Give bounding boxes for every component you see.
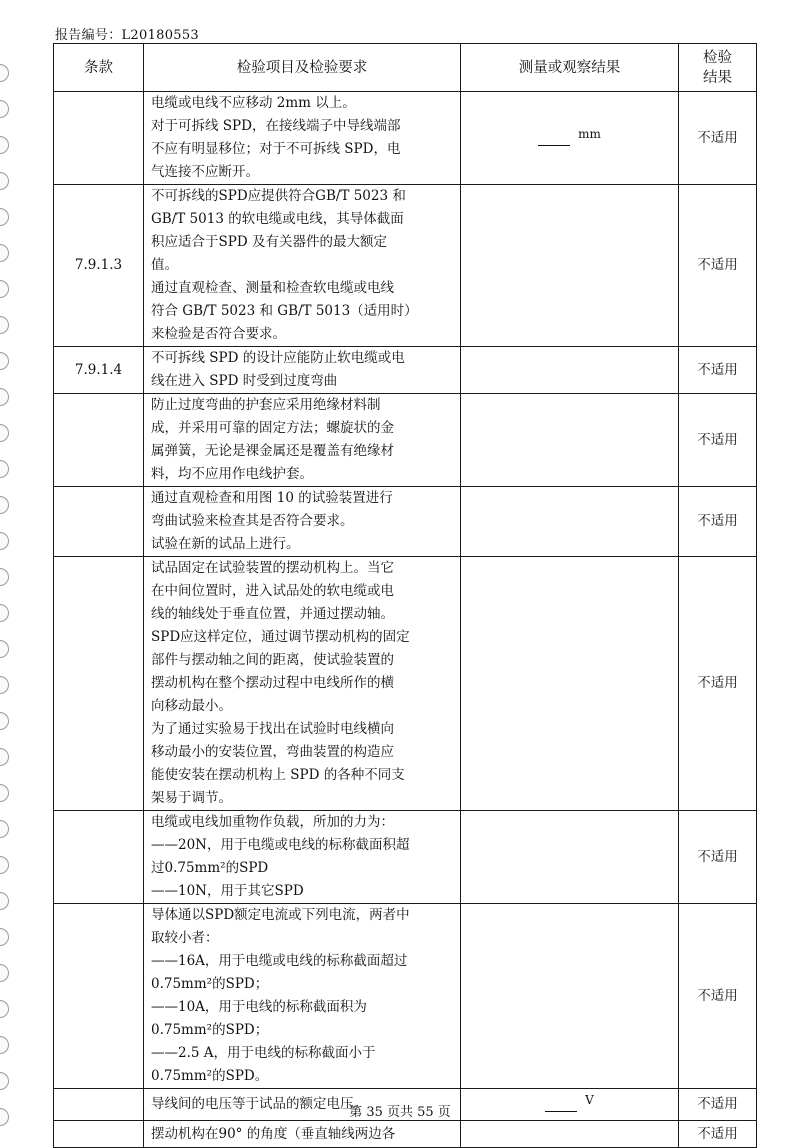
requirement-line: 不可拆线 SPD 的设计应能防止软电缆或电 [151, 350, 405, 366]
measurement-unit: V [585, 1093, 594, 1107]
requirement-line: 符合 GB/T 5023 和 GB/T 5013（适用时） [151, 303, 418, 319]
result-cell: 不适用 [679, 811, 757, 904]
table-header-row [54, 44, 757, 92]
requirement-line: 导体通以SPD额定电流或下列电流，两者中 [151, 907, 410, 923]
requirement-line: 属弹簧，无论是裸金属还是覆盖有绝缘材 [151, 443, 394, 459]
requirement-line: 移动最小的安装位置，弯曲装置的构造应 [151, 744, 394, 760]
requirement-line: 不应有明显移位；对于不可拆线 SPD，电 [151, 141, 401, 157]
table-row [54, 557, 757, 811]
result-cell: 不适用 [679, 557, 757, 811]
page-footer: 第 35 页共 55 页 [349, 1105, 451, 1120]
requirement-cell [144, 347, 461, 394]
requirement-line: 试验在新的试品上进行。 [151, 536, 300, 552]
binding-hole [0, 136, 9, 154]
requirement-cell [144, 487, 461, 557]
result-cell: 不适用 [679, 1089, 757, 1121]
measurement-cell [461, 347, 679, 394]
binding-hole [0, 244, 9, 262]
binding-holes [0, 0, 10, 1141]
binding-hole [0, 928, 9, 946]
binding-hole [0, 352, 9, 370]
binding-hole [0, 496, 9, 514]
result-cell: 不适用 [679, 347, 757, 394]
clause-cell [54, 92, 144, 185]
requirement-line: 积应适合于SPD 及有关器件的最大额定 [151, 234, 387, 250]
measurement-blank [538, 131, 570, 146]
result-cell: 不适用 [679, 1121, 757, 1148]
binding-hole [0, 964, 9, 982]
binding-hole [0, 1000, 9, 1018]
result-cell: 不适用 [679, 487, 757, 557]
binding-hole [0, 856, 9, 874]
requirement-line: 电缆或电线加重物作负载，所加的力为： [151, 814, 394, 830]
requirement-line: 在中间位置时，进入试品处的软电缆或电 [151, 583, 394, 599]
clause-cell [54, 557, 144, 811]
requirement-line: 摆动机构在90° 的角度（垂直轴线两边各 [151, 1125, 396, 1142]
requirement-line: ——2.5 A，用于电线的标称截面小于 [151, 1045, 376, 1061]
header-item: 检验项目及检验要求 [144, 44, 461, 92]
binding-hole [0, 100, 9, 118]
report-number: 报告编号：L20180553 [55, 28, 200, 43]
requirement-line: 线在进入 SPD 时受到过度弯曲 [151, 373, 338, 389]
clause-cell: 7.9.1.3 [54, 185, 144, 347]
binding-hole [0, 388, 9, 406]
requirement-line: 架易于调节。 [151, 790, 232, 806]
requirement-line: ——16A，用于电缆或电线的标称截面超过 [151, 953, 408, 969]
requirement-line: 通过直观检查、测量和检查软电缆或电线 [151, 280, 394, 296]
requirement-line: 不可拆线的SPD应提供符合GB/T 5023 和 [151, 188, 406, 204]
requirement-line: 成，并采用可靠的固定方法；螺旋状的金 [151, 420, 394, 436]
table-row [54, 487, 757, 557]
requirement-line: 电缆或电线不应移动 2mm 以上。 [151, 95, 356, 111]
binding-hole [0, 316, 9, 334]
requirement-cell [144, 92, 461, 185]
measurement-cell [461, 487, 679, 557]
requirement-line: 通过直观检查和用图 10 的试验装置进行 [151, 490, 393, 506]
requirement-line: ——10A，用于电线的标称截面积为 [151, 999, 367, 1015]
clause-cell: 7.9.1.4 [54, 347, 144, 394]
requirement-line: 摆动机构在整个摆动过程中电线所作的横 [151, 675, 394, 691]
binding-hole [0, 1036, 9, 1054]
binding-hole [0, 424, 9, 442]
clause-cell [54, 487, 144, 557]
table-row [54, 347, 757, 394]
requirement-cell [144, 1121, 461, 1148]
requirement-line: 0.75mm²的SPD； [151, 1022, 269, 1038]
requirement-line: 料，均不应用作电线护套。 [151, 466, 313, 482]
binding-hole [0, 676, 9, 694]
clause-cell [54, 904, 144, 1089]
table-row [54, 904, 757, 1089]
measurement-cell [461, 811, 679, 904]
requirement-cell [144, 557, 461, 811]
requirement-cell [144, 394, 461, 487]
requirement-line: 值。 [151, 257, 178, 273]
table-row [54, 1121, 757, 1148]
table-row [54, 92, 757, 185]
table-row [54, 394, 757, 487]
result-cell: 不适用 [679, 185, 757, 347]
measurement-cell [461, 1121, 679, 1148]
result-cell: 不适用 [679, 92, 757, 185]
requirement-line: 为了通过实验易于找出在试验时电线横向 [151, 721, 394, 737]
header-result: 检验 结果 [679, 44, 757, 92]
table-row [54, 811, 757, 904]
requirement-cell [144, 904, 461, 1089]
binding-hole [0, 820, 9, 838]
measurement-cell [461, 185, 679, 347]
requirement-line: ——10N，用于其它SPD [151, 883, 304, 899]
requirement-line: 试品固定在试验装置的摆动机构上。当它 [151, 560, 394, 576]
measurement-cell [461, 904, 679, 1089]
requirement-line: GB/T 5013 的软电缆或电线，其导体截面 [151, 211, 404, 227]
requirement-line: SPD应这样定位，通过调节摆动机构的固定 [151, 629, 410, 645]
binding-hole [0, 712, 9, 730]
requirement-line: 能使安装在摆动机构上 SPD 的各种不同支 [151, 767, 405, 783]
measurement-cell [461, 394, 679, 487]
binding-hole [0, 784, 9, 802]
binding-hole [0, 568, 9, 586]
binding-hole [0, 460, 9, 478]
binding-hole [0, 1072, 9, 1090]
clause-cell [54, 811, 144, 904]
result-cell: 不适用 [679, 394, 757, 487]
requirement-line: 0.75mm²的SPD。 [151, 1068, 269, 1084]
requirement-line: 0.75mm²的SPD； [151, 976, 269, 992]
requirement-line: 过0.75mm²的SPD [151, 860, 269, 876]
requirement-line: 弯曲试验来检查其是否符合要求。 [151, 513, 354, 529]
result-cell: 不适用 [679, 904, 757, 1089]
requirement-line: 向移动最小。 [151, 698, 232, 714]
header-clause: 条款 [54, 44, 144, 92]
measurement-cell [461, 557, 679, 811]
clause-cell [54, 1121, 144, 1148]
requirement-cell [144, 185, 461, 347]
binding-hole [0, 640, 9, 658]
requirement-line: 气连接不应断开。 [151, 164, 259, 180]
requirement-line: ——20N，用于电缆或电线的标称截面积超 [151, 837, 410, 853]
binding-hole [0, 892, 9, 910]
binding-hole [0, 748, 9, 766]
binding-hole [0, 604, 9, 622]
requirement-line: 对于可拆线 SPD，在接线端子中导线端部 [151, 118, 401, 134]
requirement-line: 取较小者： [151, 930, 219, 946]
header-measurement: 测量或观察结果 [461, 44, 679, 92]
measurement-unit: mm [578, 126, 601, 141]
inspection-table [53, 43, 757, 1148]
requirement-line: 防止过度弯曲的护套应采用绝缘材料制 [151, 397, 381, 413]
clause-cell [54, 394, 144, 487]
measurement-cell [461, 92, 679, 185]
binding-hole [0, 64, 9, 82]
binding-hole [0, 280, 9, 298]
requirement-cell [144, 811, 461, 904]
table-row [54, 185, 757, 347]
binding-hole [0, 532, 9, 550]
requirement-line: 线的轴线处于垂直位置，并通过摆动轴。 [151, 606, 394, 622]
measurement-field [538, 123, 601, 146]
binding-hole [0, 208, 9, 226]
requirement-line: 部件与摆动轴之间的距离，使试验装置的 [151, 652, 394, 668]
binding-hole [0, 172, 9, 190]
requirement-line: 来检验是否符合要求。 [151, 326, 286, 342]
requirement-line: 导线间的电压等于试品的额定电压。 [151, 1096, 367, 1112]
